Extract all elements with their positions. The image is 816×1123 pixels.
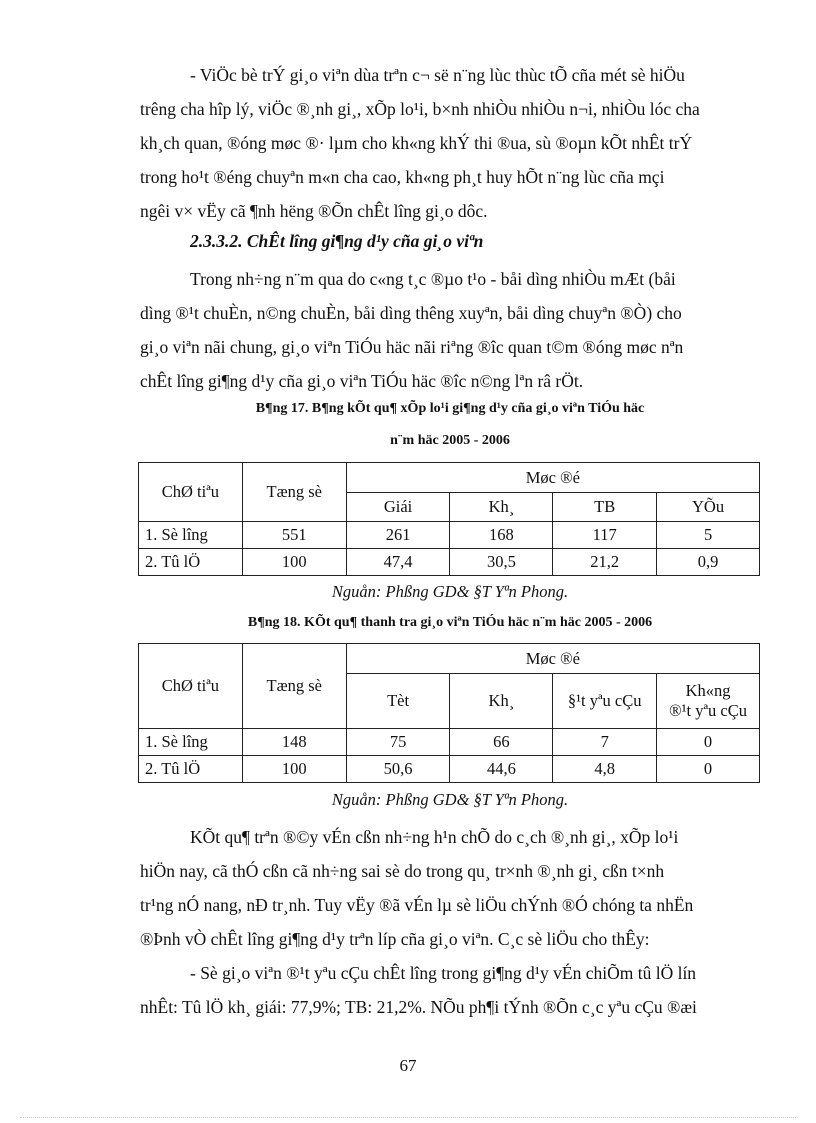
cell-value: 5 bbox=[657, 522, 760, 549]
header-level-fair: Kh¸ bbox=[450, 493, 553, 522]
text-line: trong ho¹t ®éng chuyªn m«n cha cao, kh«ng ph¸t huy hÕt n¨ng lùc cña mçi bbox=[140, 167, 665, 187]
text-line: trêng cha hîp lý, viÖc ®¸nh gi¸, xÕp lo¹i, b×nh nhiÒu nhiÒu n¬i, nhiÒu lóc cha bbox=[140, 99, 700, 119]
section-heading: 2.3.3.2. ChÊt lîng gi¶ng d¹y cña gi¸o viªn bbox=[190, 231, 484, 251]
text-line: dìng ®¹t chuÈn, n©ng chuÈn, båi dìng thêng xuyªn, båi dìng chuyªn ®Ò) cho bbox=[140, 303, 682, 323]
text-line: kh¸ch quan, ®óng møc ®· lµm cho kh«ng khÝ thi ®ua, sù ®oµn kÕt nhÊt trÝ bbox=[140, 133, 693, 153]
row-label: 2. Tû lÖ bbox=[139, 756, 243, 783]
text-line: ngêi v× vËy cã ¶nh hëng ®Õn chÊt lîng gi¸o dôc. bbox=[140, 201, 488, 221]
table-row bbox=[139, 729, 760, 756]
cell-value: 75 bbox=[346, 729, 450, 756]
cell-value: 4,8 bbox=[553, 756, 657, 783]
table-row bbox=[139, 549, 760, 576]
header-indicator: ChØ tiªu bbox=[139, 463, 243, 522]
header-level-weak: YÕu bbox=[657, 493, 760, 522]
header-level-good: Tèt bbox=[346, 674, 450, 729]
text-line: Trong nh÷ng n¨m qua do c«ng t¸c ®µo t¹o - båi dìng nhiÒu mÆt (båi bbox=[190, 269, 676, 289]
cell-value: 117 bbox=[553, 522, 657, 549]
header-total: Tæng sè bbox=[242, 463, 346, 522]
cell-value: 21,2 bbox=[553, 549, 657, 576]
header-level-average: TB bbox=[553, 493, 657, 522]
table18-inspection-results bbox=[138, 643, 760, 783]
header-level-good: Giái bbox=[346, 493, 450, 522]
header-total: Tæng sè bbox=[242, 644, 346, 729]
header-level-fail bbox=[657, 674, 760, 729]
cell-value: 66 bbox=[450, 729, 553, 756]
header-level-pass: §¹t yªu cÇu bbox=[553, 674, 657, 729]
cell-value: 168 bbox=[450, 522, 553, 549]
table-row bbox=[139, 522, 760, 549]
table18-source: Nguån: Phßng GD& §T Yªn Phong. bbox=[331, 790, 569, 809]
text-line: chÊt lîng gi¶ng d¹y cña gi¸o viªn TiÓu häc ®îc n©ng lªn râ rÖt. bbox=[140, 371, 584, 391]
row-label: 1. Sè lîng bbox=[139, 729, 243, 756]
text-line: - ViÖc bè trÝ gi¸o viªn dùa trªn c¬ së n¨ng lùc thùc tÕ cña mét sè hiÖu bbox=[190, 65, 685, 85]
table17-caption-year: n¨m häc 2005 - 2006 bbox=[390, 433, 510, 448]
header-level: Møc ®é bbox=[346, 644, 759, 674]
cell-value: 7 bbox=[553, 729, 657, 756]
cell-value: 30,5 bbox=[450, 549, 553, 576]
paragraph-results-analysis bbox=[140, 820, 760, 956]
cell-total: 148 bbox=[242, 729, 346, 756]
cell-value: 0 bbox=[657, 729, 760, 756]
text-line: gi¸o viªn nãi chung, gi¸o viªn TiÓu häc nãi riªng ®îc quan t©m ®óng møc nªn bbox=[140, 337, 684, 357]
header-level-fail-line1: Kh«ng bbox=[685, 681, 731, 700]
table-header-row bbox=[139, 644, 760, 674]
cell-value: 50,6 bbox=[346, 756, 450, 783]
table17-source: Nguån: Phßng GD& §T Yªn Phong. bbox=[331, 582, 569, 601]
row-label: 1. Sè lîng bbox=[139, 522, 243, 549]
header-indicator: ChØ tiªu bbox=[139, 644, 243, 729]
text-line: nhÊt: Tû lÖ kh¸ giái: 77,9%; TB: 21,2%. NÕu ph¶i tÝnh ®Õn c¸c yªu cÇu ®æi bbox=[140, 997, 697, 1017]
table18-caption: B¶ng 18. KÕt qu¶ thanh tra gi¸o viªn TiÓu häc n¨m häc 2005 - 2006 bbox=[247, 615, 653, 630]
row-label: 2. Tû lÖ bbox=[139, 549, 243, 576]
table-header-row bbox=[139, 463, 760, 493]
cell-value: 47,4 bbox=[346, 549, 450, 576]
table17-teaching-ranking bbox=[138, 462, 760, 576]
table17-caption: B¶ng 17. B¶ng kÕt qu¶ xÕp lo¹i gi¶ng d¹y cña gi¸o viªn TiÓu häc bbox=[255, 401, 645, 416]
paragraph-training bbox=[140, 262, 760, 398]
table-row bbox=[139, 756, 760, 783]
page-bottom-divider bbox=[20, 1117, 796, 1118]
page-number: 67 bbox=[399, 1056, 417, 1075]
cell-value: 0 bbox=[657, 756, 760, 783]
paragraph-findings bbox=[140, 956, 760, 1024]
header-level-fair: Kh¸ bbox=[450, 674, 553, 729]
header-level: Møc ®é bbox=[346, 463, 759, 493]
text-line: - Sè gi¸o viªn ®¹t yªu cÇu chÊt lîng trong gi¶ng d¹y vÉn chiÕm tû lÖ lín bbox=[190, 963, 697, 983]
cell-total: 100 bbox=[242, 756, 346, 783]
cell-value: 0,9 bbox=[657, 549, 760, 576]
cell-total: 551 bbox=[242, 522, 346, 549]
text-line: KÕt qu¶ trªn ®©y vÉn cßn nh÷ng h¹n chÕ do c¸ch ®¸nh gi¸, xÕp lo¹i bbox=[190, 827, 679, 847]
paragraph-staffing bbox=[140, 58, 760, 228]
cell-value: 261 bbox=[346, 522, 450, 549]
text-line: hiÖn nay, cã thÓ cßn cã nh÷ng sai sè do trong qu¸ tr×nh ®¸nh gi¸ cßn t×nh bbox=[140, 861, 665, 881]
text-line: tr¹ng nÓ nang, nÐ tr¸nh. Tuy vËy ®ã vÉn lµ sè liÖu chÝnh ®Ó chóng ta nhËn bbox=[140, 895, 694, 915]
text-line: ®Þnh vÒ chÊt lîng gi¶ng d¹y trªn líp cña gi¸o viªn. C¸c sè liÖu cho thÊy: bbox=[140, 929, 650, 949]
header-level-fail-line2: ®¹t yªu cÇu bbox=[669, 701, 748, 720]
cell-total: 100 bbox=[242, 549, 346, 576]
cell-value: 44,6 bbox=[450, 756, 553, 783]
